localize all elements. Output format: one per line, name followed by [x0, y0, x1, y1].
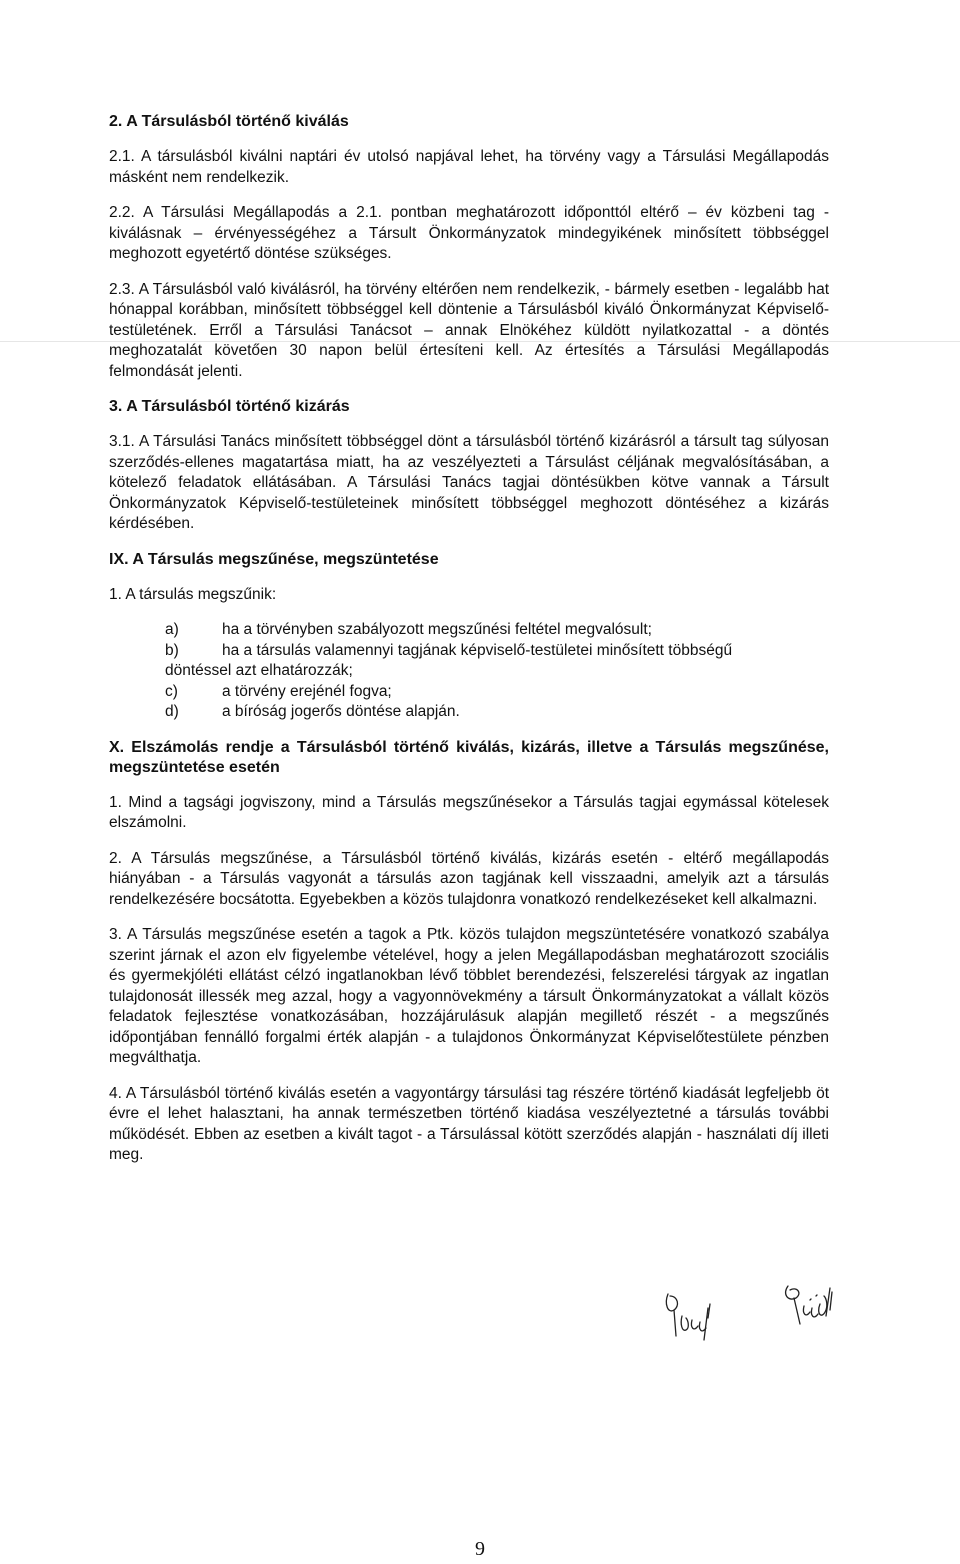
section-ix-intro: 1. A társulás megszűnik: — [109, 585, 277, 603]
paragraph-x-1: 1. Mind a tagsági jogviszony, mind a Társulás megszűnésekor a Társulás tagjai egymással kötelesek elszámolni. — [109, 793, 829, 831]
list-letter: b) — [165, 641, 179, 659]
list-text: ha a törvényben szabályozott megszűnési feltétel megvalósult; — [222, 621, 652, 638]
section-3-heading: 3. A Társulásból történő kizárás — [109, 398, 350, 415]
list-item-b — [109, 641, 829, 662]
document-page — [109, 112, 829, 1166]
section-2-heading: 2. A Társulásból történő kiválás — [109, 113, 349, 130]
list-letter: a) — [165, 621, 179, 638]
section-x-heading: X. Elszámolás rendje a Társulásból történő kiválás, kizárás, illetve a Társulás megszűnése, megszüntetése esetén — [109, 738, 829, 776]
list-text: ha a társulás valamennyi tagjának képviselő-testületei minősített többségű — [222, 641, 733, 659]
paragraph-x-3: 3. A Társulás megszűnése esetén a tagok a Ptk. közös tulajdon megszüntetésére vonatkozó szabálya szerint járnak el azon elv figyelembe vételével, hogy a jelen Megállapodásban meghatározott szociális és gyermekjóléti ellátást célzó ingatlanokban lévő többlet berendezési, felszerelési tárgyak az ingatlan tulajdonosát illessék meg azzal, hogy a vagyonnövekmény a társult Önkormányzatokat a vállalt közös feladatok fejlesztése vonatkozásában, hozzájárulásuk alapján megillető részét - a megszűnés időpontjában fennálló forgalmi érték alapján - a tulajdonos Önkormányzat Képviselőtestülete pénzben megválthatja. — [109, 926, 829, 1066]
list-item-c — [109, 682, 829, 703]
signatures — [660, 1280, 900, 1360]
list-item-d — [109, 702, 829, 723]
page-number: 9 — [475, 1538, 485, 1560]
list-item-b-continuation: döntéssel azt elhatározzák; — [165, 662, 353, 679]
paragraph-x-2: 2. A Társulás megszűnése, a Társulásból történő kiválás, kizárás esetén - eltérő megállapodás hiányában - a Társulás vagyonát a társulás azon tagjának kell visszaadni, amelyik azt a társulás rendelkezésére bocsátotta. Egyebekben a közös tulajdonra vonatkozó rendelkezéseket kell alkalmazni. — [109, 849, 829, 908]
paragraph-3-1: 3.1. A Társulási Tanács minősített többséggel dönt a társulásból történő kizárásról a társult tag súlyosan szerződés-ellenes magatartása miatt, ha az veszélyezteti a Társulást céljának megvalósításában, a kötelező feladatok ellátásában. A Társulási Tanács tagjai döntésükben kötve vannak a Társult Önkormányzatok Képviselő-testületeinek minősített többséggel meghozott döntéséhez a kizárás kérdésében. — [109, 433, 829, 532]
list-item-a — [109, 620, 829, 641]
section-ix-heading: IX. A Társulás megszűnése, megszüntetése — [109, 550, 439, 568]
list-letter: d) — [165, 703, 179, 720]
handwritten-signature-initials — [660, 1280, 900, 1360]
paragraph-x-4: 4. A Társulásból történő kiválás esetén a vagyontárgy társulási tag részére történő kiadását legfeljebb öt évre el lehet halasztani, ha annak természetben történő kiadása veszélyeztetné a társulás további működését. Ebben az esetben a kivált tagot - a Társulással kötött szerződés alapján - használati díj illeti meg. — [109, 1084, 829, 1163]
list-text: a bíróság jogerős döntése alapján. — [222, 703, 460, 720]
list-letter: c) — [165, 682, 178, 700]
list-text: a törvény erejénél fogva; — [222, 682, 392, 700]
paragraph-2-3: 2.3. A Társulásból való kiválásról, ha törvény eltérően nem rendelkezik, - bármely esetben - legalább hat hónappal korábban, minősített többséggel kell döntenie a Társulásból kiváló Önkormányzat Képviselő-testületének. Erről a Társulási Tanácsot – annak Elnökéhez küldött nyilatkozattal - a döntés meghozatalát követően 30 napon belül értesíteni kell. Az értesítés a Társulási Megállapodás felmondását jelenti. — [109, 280, 829, 380]
paragraph-2-2: 2.2. A Társulási Megállapodás a 2.1. pontban meghatározott időponttól eltérő – év közbeni tag - kiválásnak – érvényességéhez a Társult Önkormányzatok mindegyikének minősített többséggel meghozott egyetértő döntése szükséges. — [109, 204, 829, 262]
paragraph-2-1: 2.1. A társulásból kiválni naptári év utolsó napjával lehet, ha törvény vagy a Társulási Megállapodás másként nem rendelkezik. — [109, 148, 829, 186]
